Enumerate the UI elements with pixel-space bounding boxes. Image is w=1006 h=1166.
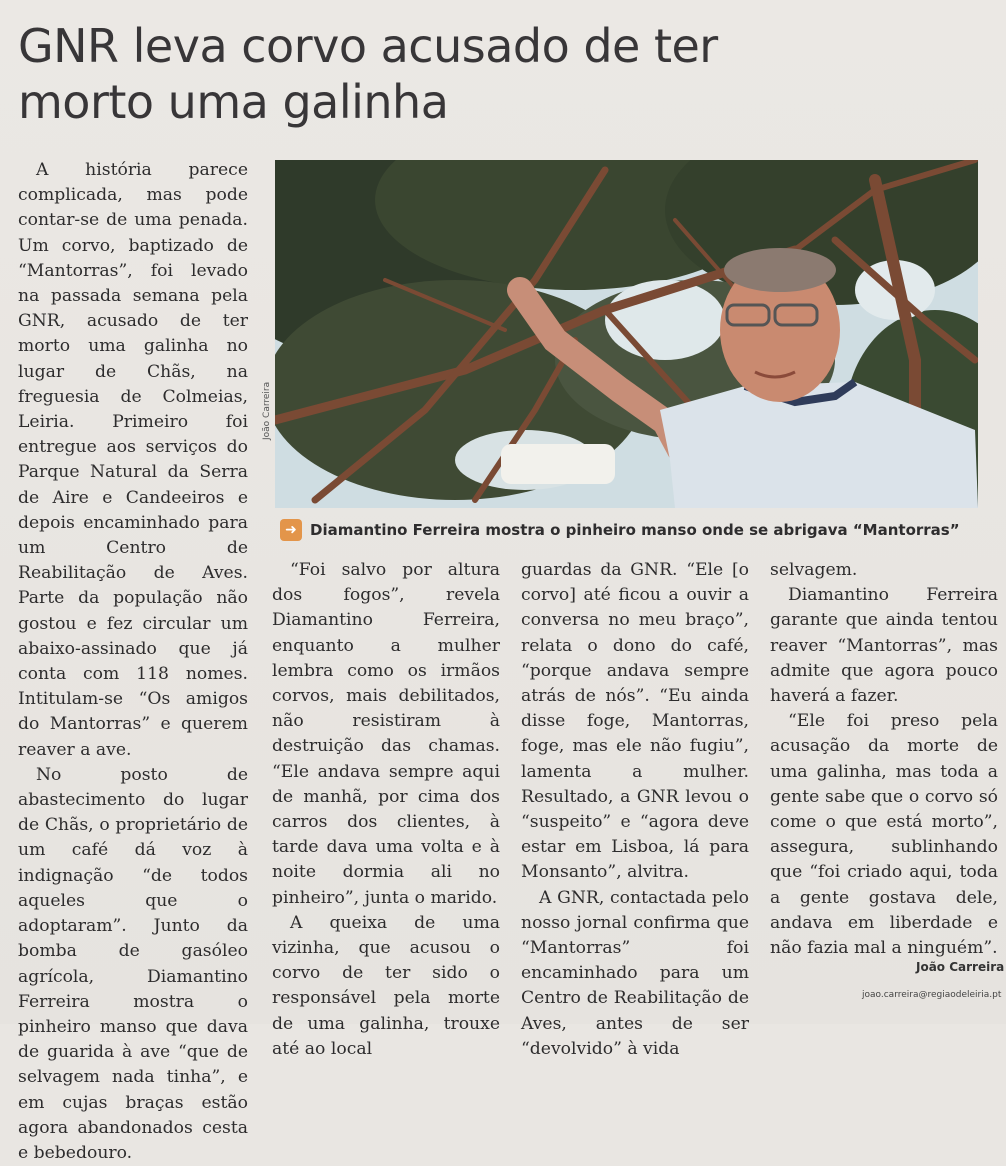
- caption-text: Diamantino Ferreira mostra o pinheiro manso onde se abrigava “Mantorras”: [310, 521, 960, 539]
- photo-credit: João Carreira: [262, 381, 272, 440]
- headline: GNR leva corvo acusado de ter morto uma galinha: [18, 19, 718, 129]
- paragraph: selvagem.: [770, 560, 858, 580]
- author-name: João Carreira: [916, 960, 1005, 974]
- article-photo: [275, 160, 978, 508]
- paragraph: A história parece complicada, mas pode contar-se de uma penada. Um corvo, baptizado de “Mantorras”, foi levado na passada semana pela GNR, acusado de ter morto uma galinha no lugar de Chãs, na freguesia de Colmeias, Leiria. Primeiro foi entregue aos serviços do Parque Natural da Serra de Aire e Candeeiros e depois encaminhado para um Centro de Reabilitação de Aves. Parte da população não gostou e fez circular um abaixo-assinado que já conta com 118 nomes. Intitulam-se “Os amigos do Mantorras” e querem reaver a ave.: [18, 160, 248, 760]
- photo-caption: [280, 516, 1000, 544]
- text-column-3: [521, 558, 749, 1062]
- paragraph: “Foi salvo por altura dos fogos”, revela Diamantino Ferreira, enquanto a mulher lembra como os irmãos corvos, mais debilitados, não resistiram à destruição das chamas. “Ele andava sempre aqui de manhã, por cima dos carros dos clientes, à tarde dava uma volta e à noite dormia ali no pinheiro”, junta o marido.: [272, 560, 500, 908]
- paragraph: guardas da GNR. “Ele [o corvo] até ficou a ouvir a conversa no meu braço”, relata o dono do café, “porque andava sempre atrás de nós”. “Eu ainda disse foge, Mantorras, foge, mas ele não fugiu”, lamenta a mulher. Resultado, a GNR levou o “suspeito” e “agora deve estar em Lisboa, lá para Monsanto”, alvitra.: [521, 560, 749, 883]
- text-column-2: [272, 558, 500, 1062]
- paragraph: A queixa de uma vizinha, que acusou o corvo de ter sido o responsável pela morte de uma galinha, trouxe até ao local: [272, 912, 500, 1059]
- paragraph: No posto de abastecimento do lugar de Chãs, o proprietário de um café dá voz à indignação “de todos aqueles que o adoptaram”. Junto da bomba de gasóleo agrícola, Diamantino Ferreira mostra o pinheiro manso que dava de guarida à ave “que de selvagem nada tinha”, e em cujas braças estão agora abandonados cesta e bebedouro.: [18, 764, 248, 1163]
- author-email: joao.carreira@regiaodeleiria.pt: [862, 990, 1002, 1000]
- paragraph: Diamantino Ferreira garante que ainda tentou reaver “Mantorras”, mas admite que agora pouco haverá a fazer.: [770, 585, 998, 707]
- paragraph: A GNR, contactada pelo nosso jornal confirma que “Mantorras” foi encaminhado para um Centro de Reabilitação de Aves, antes de ser “devolvido” à vida: [521, 887, 749, 1059]
- text-column-4: [770, 558, 998, 961]
- arrow-right-icon: ➜: [280, 519, 302, 541]
- paragraph: “Ele foi preso pela acusação da morte de uma galinha, mas toda a gente sabe que o corvo só come o que está morto”, assegura, sublinhando que “foi criado aqui, toda a gente gostava dele, andava em liberdade e não fazia mal a ninguém”.: [770, 711, 998, 959]
- text-column-1: [18, 158, 248, 1166]
